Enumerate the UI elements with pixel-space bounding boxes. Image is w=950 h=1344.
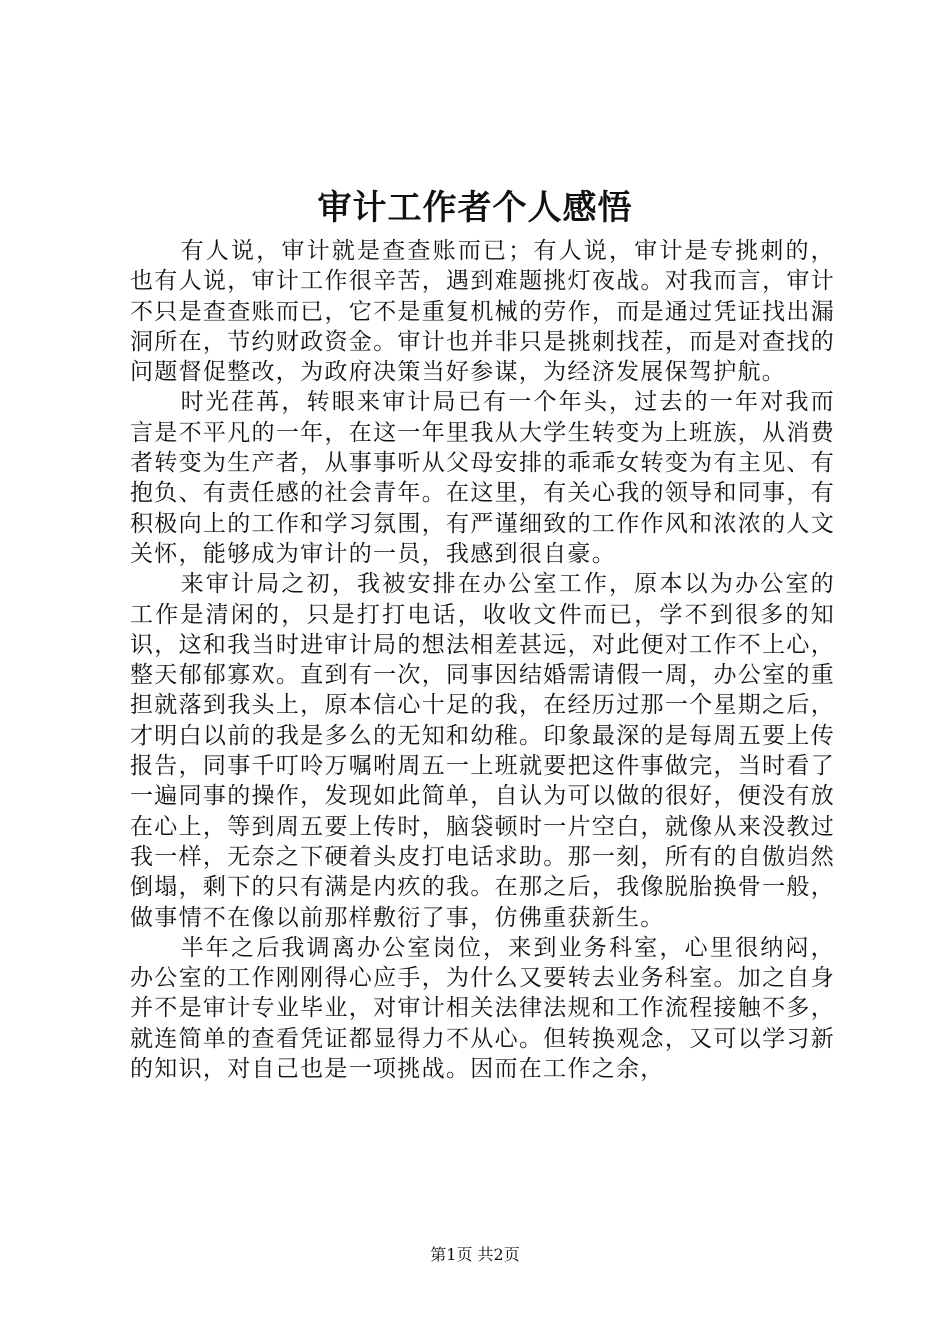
paragraph-1: 有人说，审计就是查查账而已；有人说，审计是专挑刺的，也有人说，审计工作很辛苦，遇到难题挑灯夜战。对我而言，审计不只是查查账而已，它不是重复机械的劳作，而是通过凭证找出漏洞所在，节约财政资金。审计也并非只是挑刺找茬，而是对查找的问题督促整改，为政府决策当好参谋，为经济发展保驾护航。 xyxy=(130,238,835,386)
paragraph-3: 来审计局之初，我被安排在办公室工作，原本以为办公室的工作是清闲的，只是打打电话，收收文件而已，学不到很多的知识，这和我当时进审计局的想法相差甚远，对此便对工作不上心，整天郁郁寡欢。直到有一次，同事因结婚需请假一周，办公室的重担就落到我头上，原本信心十足的我，在经历过那一个星期之后，才明白以前的我是多么的无知和幼稚。印象最深的是每周五要上传报告，同事千叮呤万嘱咐周五一上班就要把这件事做完，当时看了一遍同事的操作，发现如此简单，自认为可以做的很好，便没有放在心上，等到周五要上传时，脑袋顿时一片空白，就像从来没教过我一样，无奈之下硬着头皮打电话求助。那一刻，所有的自傲岿然倒塌，剩下的只有满是内疚的我。在那之后，我像脱胎换骨一般，做事情不在像以前那样敷衍了事，仿佛重获新生。 xyxy=(130,571,835,931)
paragraph-2: 时光荏苒，转眼来审计局已有一个年头，过去的一年对我而言是不平凡的一年，在这一年里我从大学生转变为上班族，从消费者转变为生产者，从事事听从父母安排的乖乖女转变为有主见、有抱负、有责任感的社会青年。在这里，有关心我的领导和同事，有积极向上的工作和学习氛围，有严谨细致的工作作风和浓浓的人文关怀，能够成为审计的一员，我感到很自豪。 xyxy=(130,389,835,567)
paragraph-4: 半年之后我调离办公室岗位，来到业务科室，心里很纳闷，办公室的工作刚刚得心应手，为什么又要转去业务科室。加之自身并不是审计专业毕业，对审计相关法律法规和工作流程接触不多，就连简单的查看凭证都显得力不从心。但转换观念，又可以学习新的知识，对自己也是一项挑战。因而在工作之余， xyxy=(130,934,835,1083)
document-title: 审计工作者个人感悟 xyxy=(317,188,633,228)
document-body xyxy=(130,236,835,1084)
page-number-footer: 第1页 共2页 xyxy=(430,1245,520,1264)
